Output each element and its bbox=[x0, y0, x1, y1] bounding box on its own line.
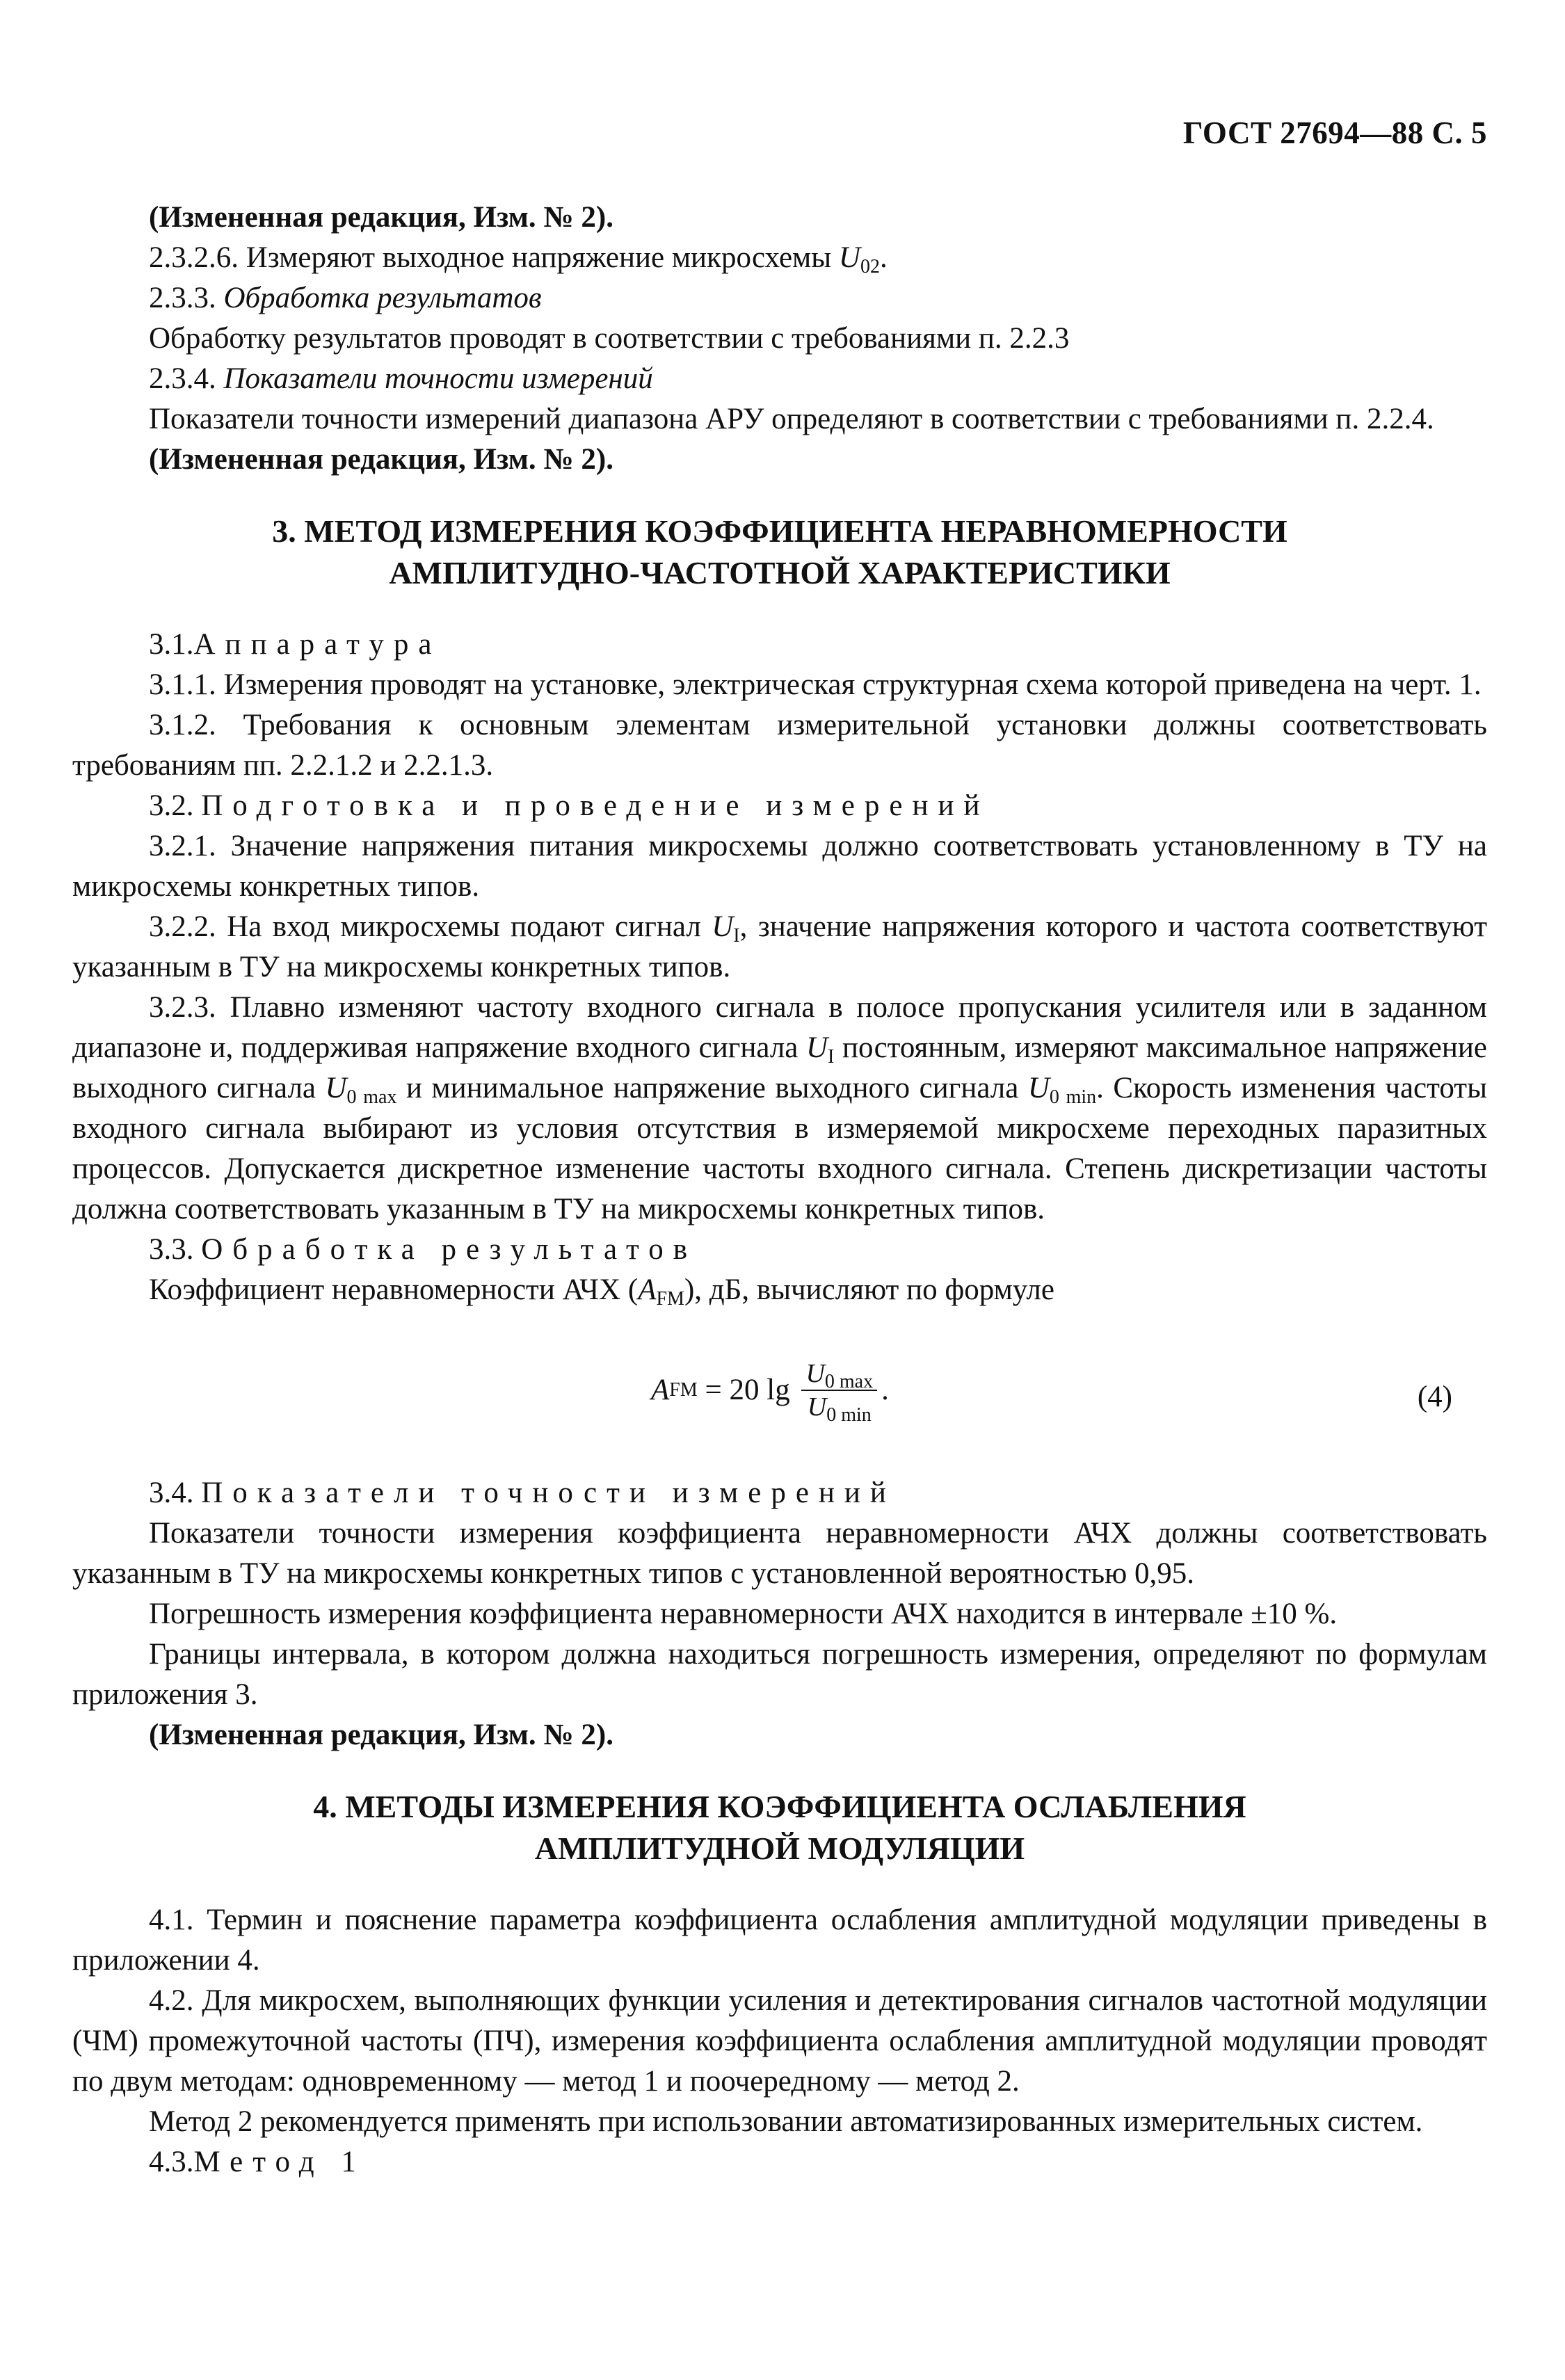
formula-fraction: $\frac{U_{0 max}}{U_{0 min}}$ bbox=[801, 1358, 877, 1423]
paragraph-2-3-3-heading: 2.3.3. Обработка результатов bbox=[149, 282, 542, 314]
paragraph-3-2-heading: 3.2. Подготовка и проведение измерений bbox=[149, 789, 990, 822]
paragraph-3-4-a: Показатели точности измерения коэффициента неравномерности АЧХ должны соответствовать указанным в ТУ на микросхемы конкретных типов с установленной вероятностью 0,95. bbox=[72, 1517, 1487, 1590]
paragraph-3-1-1: 3.1.1. Измерения проводят на установке, электрическая структурная схема которой приведена на черт. 1. bbox=[149, 668, 1482, 701]
paragraph-2-3-4-heading: 2.3.4. Показатели точности измерений bbox=[149, 362, 653, 395]
paragraph-4-2-b: Метод 2 рекомендуется применять при использовании автоматизированных измерительных систем. bbox=[149, 2105, 1423, 2138]
paragraph-3-4-b: Погрешность измерения коэффициента неравномерности АЧХ находится в интервале ±10 %. bbox=[149, 1598, 1338, 1630]
paragraph-2-3-2-6: 2.3.2.6. Измеряют выходное напряжение микросхемы $U_{02}$. bbox=[149, 241, 888, 278]
page-header: ГОСТ 27694—88 С. 5 bbox=[1182, 115, 1487, 150]
paragraph-3-2-1: 3.2.1. Значение напряжения питания микросхемы должно соответствовать установленному в ТУ на микросхемы конкретных типов. bbox=[72, 830, 1487, 903]
paragraph-3-1-heading: 3.1.Аппаратура bbox=[149, 628, 442, 661]
paragraph-2-3-3-body: Обработку результатов проводят в соответствии с требованиями п. 2.2.3 bbox=[149, 322, 1070, 355]
paragraph-4-3-heading: 4.3.Метод 1 bbox=[149, 2146, 366, 2178]
paragraph-3-2-2: 3.2.2. На вход микросхемы подают сигнал $U_I$, значение напряжения которого и частота соответствуют указанным в ТУ на микросхемы конкретных типов. bbox=[72, 910, 1487, 983]
paragraph-2-3-4-body: Показатели точности измерений диапазона АРУ определяют в соответствии с требованиями п. 2.2.4. bbox=[149, 403, 1434, 435]
formula-4 bbox=[72, 1351, 1487, 1441]
paragraph-3-3-heading: 3.3. Обработка результатов bbox=[149, 1233, 697, 1266]
amendment-note: (Измененная редакция, Изм. № 2). bbox=[149, 201, 613, 234]
amendment-note: (Измененная редакция, Изм. № 2). bbox=[149, 443, 613, 476]
section-4-title: 4. МЕТОДЫ ИЗМЕРЕНИЯ КОЭФФИЦИЕНТА ОСЛАБЛЕНИЯ АМПЛИТУДНОЙ МОДУЛЯЦИИ bbox=[313, 1789, 1246, 1866]
paragraph-3-2-3: 3.2.3. Плавно изменяют частоту входного сигнала в полосе пропускания усилителя или в заданном диапазоне и, поддерживая напряжение входного сигнала $U_I$ постоянным, измеряют максимальное напряжение выходного сигнала $U_{0 max}$ и минимальное напряжение выходного сигнала $U_{0 min}$. Скорость изменения частоты входного сигнала выбирают из условия отсутствия в измеряемой микросхеме переходных паразитных процессов. Допускается дискретное изменение частоты входного сигнала. Степень дискретизации частоты должна соответствовать указанным в ТУ на микросхемы конкретных типов. bbox=[72, 991, 1487, 1225]
section-3-title: 3. МЕТОД ИЗМЕРЕНИЯ КОЭФФИЦИЕНТА НЕРАВНОМЕРНОСТИ АМПЛИТУДНО-ЧАСТОТНОЙ ХАРАКТЕРИСТИКИ bbox=[272, 513, 1287, 590]
paragraph-3-4-heading: 3.4. Показатели точности измерений bbox=[149, 1477, 896, 1509]
paragraph-4-1: 4.1. Термин и пояснение параметра коэффициента ослабления амплитудной модуляции приведены в приложении 4. bbox=[72, 1904, 1487, 1977]
amendment-note: (Измененная редакция, Изм. № 2). bbox=[149, 1719, 613, 1751]
paragraph-3-4-c: Границы интервала, в котором должна находиться погрешность измерения, определяют по формулам приложения 3. bbox=[72, 1638, 1487, 1711]
paragraph-4-2: 4.2. Для микросхем, выполняющих функции усиления и детектирования сигналов частотной модуляции (ЧМ) промежуточной частоты (ПЧ), измерения коэффициента ослабления амплитудной модуляции проводят по двум методам: одновременному — метод 1 и поочередному — метод 2. bbox=[72, 1984, 1487, 2098]
formula-expression: A FM = 20 lg $\frac{U_{0 max}}{U_{0 min}}$ . bbox=[651, 1359, 889, 1426]
equation-number: (4) bbox=[1417, 1381, 1452, 1413]
paragraph-3-3-body: Коэффициент неравномерности АЧХ $(A_{FM})$, дБ, вычисляют по формуле bbox=[149, 1273, 1054, 1310]
paragraph-3-1-2: 3.1.2. Требования к основным элементам измерительной установки должны соответствовать требованиям пп. 2.2.1.2 и 2.2.1.3. bbox=[72, 709, 1487, 782]
